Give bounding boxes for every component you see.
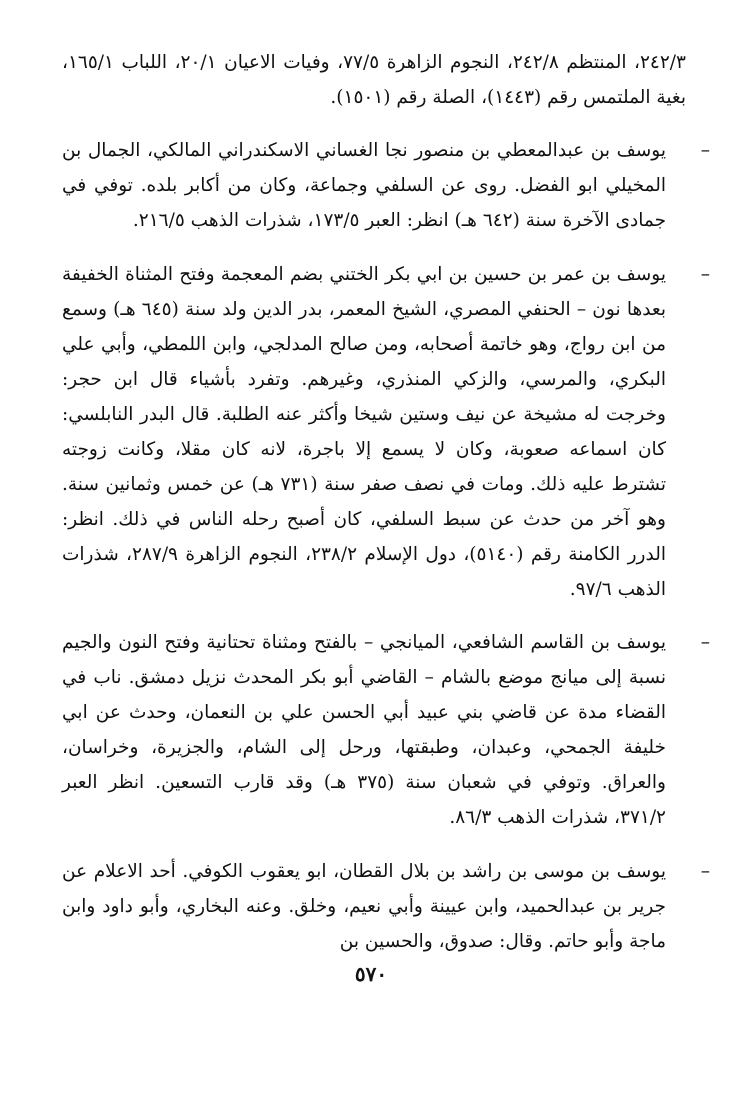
entry-text: يوسف بن موسى بن راشد بن بلال القطان، ابو يعقوب الكوفي. أحد الاعلام عن جرير بن عبدالحميد، وابن عيينة وأبي نعيم، وخلق. وعنه البخاري، وأبو داود وابن ماجة وأبو حاتم. وقال: صدوق، والحسين بن	[62, 860, 666, 952]
entry-dash: –	[700, 263, 710, 285]
entry-dash: –	[700, 632, 710, 653]
entry	[62, 133, 710, 238]
entry-text: يوسف بن عبدالمعطي بن منصور نجا الغساني الاسكندراني المالكي، الجمال بن المخيلي ابو الفضل. روى عن السلفي وجماعة، وكان من أكابر بلده. توفي في جمادى الآخرة سنة (٦٤٢ هـ) انظر: العبر ١٧٣/٥، شذرات الذهب ٢١٦/٥.	[62, 140, 666, 231]
entry-text: ٢٤٢/٣، المنتظم ٢٤٢/٨، النجوم الزاهرة ٧٧/٥، وفيات الاعيان ٢٠/١، اللباب ١٦٥/١، بغية الملتمس رقم (١٤٤٣)، الصلة رقم (١٥٠١).	[62, 51, 686, 108]
entry-text: يوسف بن عمر بن حسين بن ابي بكر الختني بضم المعجمة وفتح المثناة الخفيفة بعدها نون – الحنفي المصري، الشيخ المعمر، بدر الدين ولد سنة (٦٤٥ هـ) وسمع من ابن رواج، وهو خاتمة أصحابه، ومن صالح المدلجي، وابن اللمطي، وأبي علي البكري، والمرسي، والزكي المنذري، وغيرهم. وتفرد بأشياء قال ابن حجر: وخرجت له مشيخة عن نيف وستين شيخا وأكثر عنه الطلبة. قال البدر النابلسي: كان اسماعه صعوبة، وكان لا يسمع إلا باجرة، لانه كان مقلا، وكانت زوجته تشترط عليه ذلك. ومات في نصف صفر سنة (٧٣١ هـ) عن خمس وثمانين سنة. وهو آخر من حدث عن سبط السلفي، كان أصبح رحله الناس في ذلك. انظر: الدرر الكامنة رقم (٥١٤٠)، دول الإسلام ٢٣٨/٢، النجوم الزاهرة ٢٨٧/٩، شذرات الذهب ٩٧/٦.	[62, 263, 666, 600]
entry	[62, 625, 710, 835]
entry-dash: –	[700, 140, 710, 161]
entry-dash: –	[700, 860, 710, 882]
entry-text: يوسف بن القاسم الشافعي، الميانجي – بالفتح ومثناة تحتانية وفتح النون والجيم نسبة إلى ميانج موضع بالشام – القاضي أبو بكر المحدث نزيل دمشق. ناب في القضاء مدة عن قاضي بني عبيد أبي الحسن علي بن النعمان، وحدث عن ابي خليفة الجمحي، وعبدان، وطبقتها، ورحل إلى الشام، والجزيرة، وخراسان، والعراق. وتوفي في شعبان سنة (٣٧٥ هـ) وقد قارب التسعين. انظر العبر ٣٧١/٢، شذرات الذهب ٨٦/٣.	[62, 632, 666, 828]
entry	[62, 257, 710, 607]
page-body	[62, 26, 710, 967]
entry	[62, 854, 710, 959]
page-number: ٥٧٠	[354, 962, 388, 986]
entry-continued	[62, 45, 686, 115]
